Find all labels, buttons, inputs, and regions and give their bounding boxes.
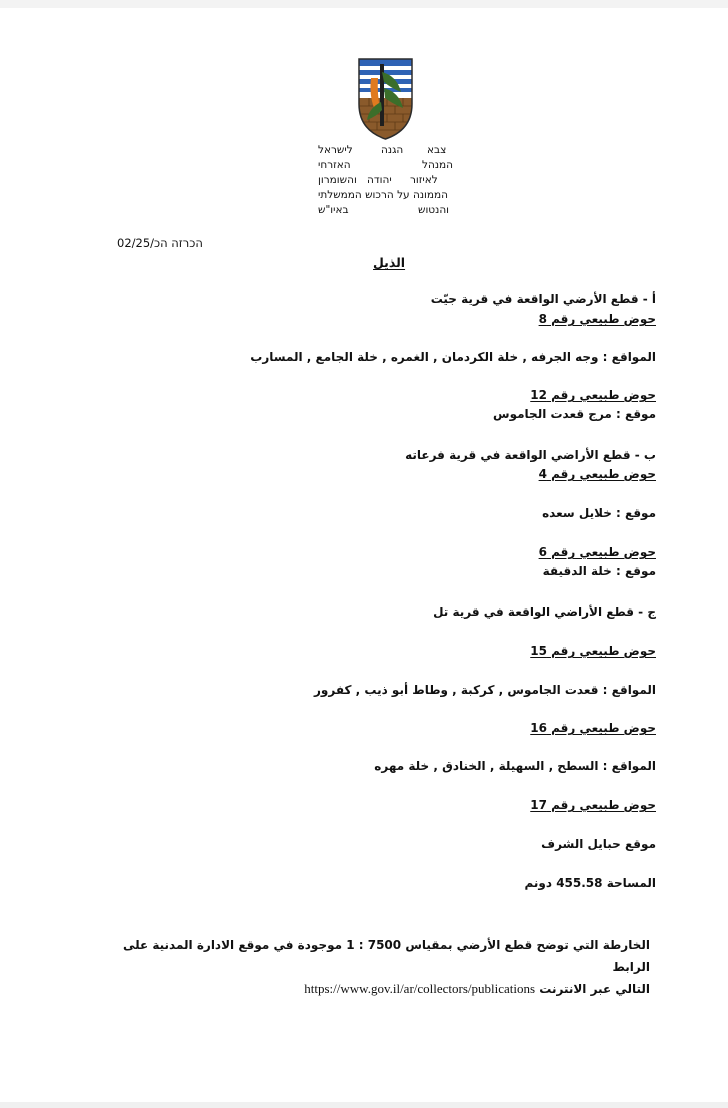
basin-8-heading: حوض طبيعي رقم 8 (538, 312, 656, 326)
basin-16-heading: حوض طبيعي رقم 16 (530, 721, 656, 735)
basin-8-sites: المواقع : وجه الجرفه , خلة الكردمان , الغمره , خلة الجامع , المسارب (250, 350, 656, 364)
hebrew-header-word: באיו"ש (318, 204, 349, 216)
decision-number: הכרזה הכ/02/25 (117, 236, 203, 250)
basin-4-site: موقع : خلايل سعده (542, 506, 656, 520)
bottom-edge (0, 1102, 728, 1108)
section-b-title: ب - قطع الأراضي الواقعة في قرية فرعاته (405, 448, 656, 462)
basin-15-sites: المواقع : قعدت الجاموس , كركبة , وطاط أبو ذيب , كفرور (314, 683, 656, 697)
basin-17-heading: حوض طبيعي رقم 17 (530, 798, 656, 812)
hebrew-header-word: והנטוש (418, 204, 450, 216)
basin-15-heading: حوض طبيعي رقم 15 (530, 644, 656, 658)
basin-6-site: موقع : خلة الدقيقة (542, 564, 656, 578)
civil-administration-emblem (357, 58, 414, 140)
total-area: المساحة 455.58 دونم (524, 876, 656, 890)
top-edge (0, 0, 728, 8)
hebrew-header-word: לאיזור (410, 174, 438, 186)
basin-12-site: موقع : مرج قعدت الجاموس (493, 407, 656, 421)
appendix-title: الذيل (373, 255, 406, 270)
hebrew-header-word: לישראל (318, 144, 353, 156)
basin-16-sites: المواقع : السطح , السهيلة , الخنادق , خلة مهره (374, 759, 656, 773)
publications-link[interactable]: https://www.gov.il/ar/collectors/publications (304, 981, 536, 996)
hebrew-header-word: והשומרון (318, 174, 357, 186)
map-link-line (110, 978, 650, 1000)
map-note (110, 934, 650, 1000)
basin-12-heading: حوض طبيعي رقم 12 (530, 388, 656, 402)
map-link-prefix: التالي عبر الانترنت (539, 982, 650, 996)
section-a-title: أ - قطع الأرضي الواقعة في قرية جيّت (430, 292, 656, 306)
hebrew-header-word: המנהל (422, 159, 454, 171)
hebrew-header-word: יהודה (367, 174, 392, 186)
hebrew-header-line: הממונה על הרכוש הממשלתי (318, 189, 449, 201)
basin-17-site: موقع حبايل الشرف (541, 837, 656, 851)
hebrew-header-word: האזרחי (318, 159, 351, 171)
map-note-line: الخارطة التي توضح قطع الأرضي بمقياس 7500 : 1 موجودة في موقع الادارة المدنية على الرابط (122, 938, 650, 974)
hebrew-header-word: הגנה (381, 144, 404, 156)
section-c-title: ج - قطع الأراضي الواقعة في قرية تل (433, 605, 656, 619)
basin-4-heading: حوض طبيعي رقم 4 (538, 467, 656, 481)
basin-6-heading: حوض طبيعي رقم 6 (538, 545, 656, 559)
hebrew-header-word: צבא (427, 144, 447, 156)
